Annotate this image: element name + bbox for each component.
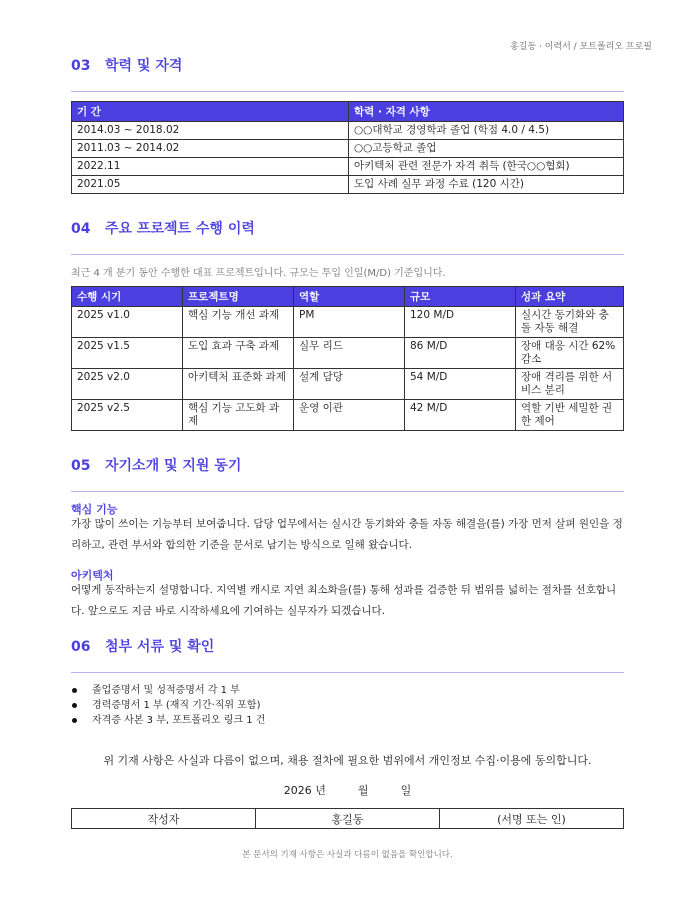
column-header: 규모: [405, 287, 516, 307]
table-cell: 운영 이관: [294, 400, 405, 431]
section-number: 04: [71, 221, 91, 237]
table-row: [72, 307, 624, 338]
body-paragraph: 어떻게 동작하는지 설명합니다. 지역별 캐시로 지연 최소화을(를) 통해 성과를 검증한 뒤 범위를 넓히는 절차를 선호합니다. 앞으로도 지금 바로 시작하세요에 기여하는 실무자가 되겠습니다.: [71, 584, 617, 617]
subsection-title: 핵심 기능: [71, 503, 118, 516]
section-heading: 자기소개 및 지원 동기: [105, 458, 242, 474]
table-cell: 2025 v2.0: [72, 369, 183, 400]
signer-name: 홍길동: [256, 809, 440, 829]
list-item-text: 경력증명서 1 부 (재직 기간·직위 포함): [92, 700, 261, 711]
signer-label: 작성자: [72, 809, 256, 829]
section-divider: [71, 254, 624, 255]
table-cell: ○○대학교 경영학과 졸업 (학점 4.0 / 4.5): [349, 122, 624, 140]
table-cell: 도입 사례 실무 과정 수료 (120 시간): [349, 176, 624, 194]
section-04-title: [71, 218, 255, 238]
section-divider: [71, 91, 624, 92]
table-cell: 아키텍처 관련 전문가 자격 취득 (한국○○협회): [349, 158, 624, 176]
table-cell: 장애 격리를 위한 서비스 분리: [516, 369, 624, 400]
table-cell: 86 M/D: [405, 338, 516, 369]
list-item-text: 졸업증명서 및 성적증명서 각 1 부: [92, 685, 240, 696]
list-item: [71, 698, 265, 713]
bullet-icon: [72, 703, 77, 708]
table-row: [72, 809, 624, 829]
column-header: 수행 시기: [72, 287, 183, 307]
table-cell: 역할 기반 세밀한 권한 제어: [516, 400, 624, 431]
section-03-title: [71, 55, 182, 75]
running-header: 홍길동 · 이력서 / 포트폴리오 프로필: [510, 42, 652, 52]
table-cell: 120 M/D: [405, 307, 516, 338]
table-cell: 42 M/D: [405, 400, 516, 431]
table-cell: 2021.05: [72, 176, 349, 194]
list-item: [71, 713, 265, 728]
list-item-text: 자격증 사본 3 부, 포트폴리오 링크 1 건: [92, 715, 266, 726]
section-06-title: [71, 636, 214, 656]
section-05-title: [71, 455, 241, 475]
bullet-icon: [72, 718, 77, 723]
column-header: 기 간: [72, 102, 349, 122]
section-divider: [71, 672, 624, 673]
column-header: 프로젝트명: [183, 287, 294, 307]
table-header-row: [72, 287, 624, 307]
section-number: 03: [71, 58, 91, 74]
table-cell: 2025 v2.5: [72, 400, 183, 431]
table-cell: PM: [294, 307, 405, 338]
table-header-row: [72, 102, 624, 122]
table-cell: 설계 담당: [294, 369, 405, 400]
list-item: [71, 683, 265, 698]
table-cell: 2014.03 ~ 2018.02: [72, 122, 349, 140]
table-row: [72, 140, 624, 158]
education-table: [71, 101, 624, 194]
table-cell: 아키텍처 표준화 과제: [183, 369, 294, 400]
table-cell: 2025 v1.0: [72, 307, 183, 338]
signature-table: [71, 808, 624, 829]
table-cell: 도입 효과 구축 과제: [183, 338, 294, 369]
section-heading: 학력 및 자격: [105, 58, 183, 74]
table-cell: 2022.11: [72, 158, 349, 176]
table-row: [72, 400, 624, 431]
table-row: [72, 158, 624, 176]
attachment-list: [71, 683, 265, 728]
table-cell: ○○고등학교 졸업: [349, 140, 624, 158]
date-line: [0, 782, 695, 798]
table-cell: 2025 v1.5: [72, 338, 183, 369]
table-note: 최근 4 개 분기 동안 수행한 대표 프로젝트입니다. 규모는 투입 인일(M/D) 기준입니다.: [71, 268, 446, 279]
subsection-title: 아키텍처: [71, 569, 114, 582]
table-cell: 실무 리드: [294, 338, 405, 369]
section-heading: 주요 프로젝트 수행 이력: [105, 221, 255, 237]
date-year: 2026 년: [283, 784, 326, 797]
date-day: 일: [400, 784, 412, 797]
table-row: [72, 338, 624, 369]
column-header: 역할: [294, 287, 405, 307]
section-divider: [71, 491, 624, 492]
bullet-icon: [72, 688, 77, 693]
consent-statement: 위 기재 사항은 사실과 다름이 없으며, 채용 절차에 필요한 범위에서 개인정보 수집·이용에 동의합니다.: [103, 754, 592, 767]
page-footer: 본 문서의 기재 사항은 사실과 다름이 없음을 확인합니다.: [242, 850, 453, 860]
section-number: 05: [71, 458, 91, 474]
signature-field: (서명 또는 인): [440, 809, 624, 829]
section-number: 06: [71, 639, 91, 655]
table-row: [72, 122, 624, 140]
table-cell: 실시간 동기화와 충돌 자동 해결: [516, 307, 624, 338]
date-month: 월: [357, 784, 369, 797]
table-cell: 54 M/D: [405, 369, 516, 400]
column-header: 학력 · 자격 사항: [349, 102, 624, 122]
section-heading: 첨부 서류 및 확인: [105, 639, 215, 655]
column-header: 성과 요약: [516, 287, 624, 307]
table-cell: 핵심 기능 개선 과제: [183, 307, 294, 338]
table-cell: 핵심 기능 고도화 과제: [183, 400, 294, 431]
table-cell: 장애 대응 시간 62% 감소: [516, 338, 624, 369]
table-row: [72, 369, 624, 400]
project-table: [71, 286, 624, 431]
table-cell: 2011.03 ~ 2014.02: [72, 140, 349, 158]
body-paragraph: 가장 많이 쓰이는 기능부터 보여줍니다. 담당 업무에서는 실시간 동기화와 충돌 자동 해결을(를) 가장 먼저 살펴 원인을 정리하고, 관련 부서와 합의한 기준을 문서로 남기는 방식으로 일해 왔습니다.: [71, 518, 623, 551]
table-row: [72, 176, 624, 194]
